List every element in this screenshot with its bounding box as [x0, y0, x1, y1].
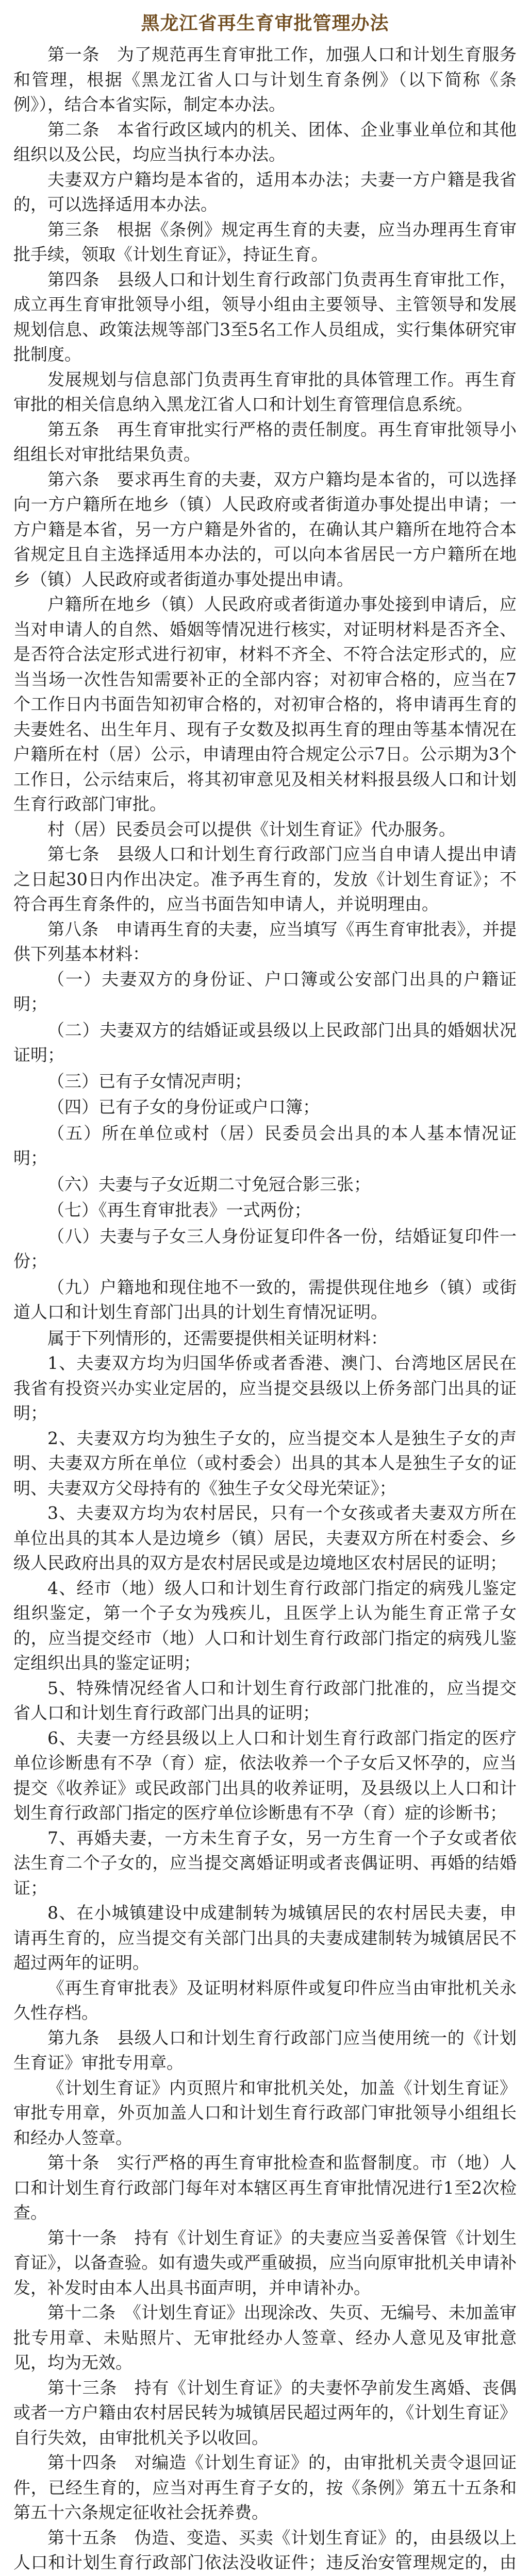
article-9: 第九条 县级人口和计划生育行政部门应当使用统一的《计划生育证》审批专用章。	[13, 2027, 517, 2073]
list-item: （一）夫妻双方的身份证、户口簿或公安部门出具的户籍证明；	[13, 969, 517, 1014]
articles-section	[13, 42, 517, 967]
list-item: （八）夫妻与子女三人身份证复印件各一份，结婚证复印件一份；	[13, 1226, 517, 1271]
list-item: （二）夫妻双方的结婚证或县级以上民政部门出具的婚姻状况证明；	[13, 1020, 517, 1065]
list-item: （六）夫妻与子女近期二寸免冠合影三张；	[47, 1174, 371, 1194]
special-cases-intro: 属于下列情形的，还需要提供相关证明材料：	[47, 1328, 388, 1348]
list-item: （七）《再生育审批表》一式两份；	[47, 1200, 311, 1220]
list-item: 6、夫妻一方经县级以上人口和计划生育行政部门指定的医疗单位诊断患有不孕（育）症，依法收养一个子女后又怀孕的，应当提交《收养证》或民政部门出具的收养证明，及县级以上人口和计划生育行政部门指定的医疗单位诊断患有不孕（育）症的诊断书；	[13, 1727, 517, 1823]
article-4: 第四条 县级人口和计划生育行政部门负责再生育审批工作，成立再生育审批领导小组，领导小组由主要领导、主管领导和发展规划信息、政策法规等部门3至5名工作人员组成，实行集体研究审批制度。	[13, 269, 517, 364]
article-7: 第七条 县级人口和计划生育行政部门应当自申请人提出申请之日起30日内作出决定。准予再生育的，发放《计划生育证》；不符合再生育条件的，应当书面告知申请人，并说明理由。	[13, 844, 517, 914]
article-6-paragraph-2: 户籍所在地乡（镇）人民政府或者街道办事处接到申请后，应当对申请人的自然、婚姻等情况进行核实，对证明材料是否齐全、是否符合法定形式进行初审，材料不齐全、不符合法定形式的，应当当场一次性告知需要补正的全部内容；对初审合格的，应当在7个工作日内书面告知初审合格的，对初审合格的，将申请再生育的夫妻姓名、出生年月、现有子女数及拟再生育的理由等基本情况在户籍所在村（居）公示，申请理由符合规定公示7日。公示期为3个工作日，公示结束后，将其初审意见及相关材料报县级人口和计划生育行政部门审批。	[13, 594, 517, 814]
article-1: 第一条 为了规范再生育审批工作，加强人口和计划生育服务和管理，根据《黑龙江省人口与计划生育条例》（以下简称《条例》），结合本省实际，制定本办法。	[13, 44, 517, 114]
article-12: 第十二条 《计划生育证》出现涂改、失页、无编号、未加盖审批专用章、未贴照片、无审批经办人签章、经办人意见及审批意见，均为无效。	[13, 2302, 517, 2372]
article-13: 第十三条 持有《计划生育证》的夫妻怀孕前发生离婚、丧偶或者一方户籍由农村居民转为城镇居民超过两年的，《计划生育证》自行失效，由审批机关予以收回。	[13, 2377, 517, 2448]
article-2: 第二条 本省行政区域内的机关、团体、企业事业单位和其他组织以及公民，均应当执行本办法。	[13, 119, 517, 164]
archive-note: 《再生育审批表》及证明材料原件或复印件应当由审批机关永久性存档。	[13, 1977, 517, 2023]
list-item: 4、经市（地）级人口和计划生育行政部门指定的病残儿鉴定组织鉴定，第一个子女为残疾儿，且医学上认为能生育正常子女的，应当提交经市（地）人口和计划生育行政部门指定的病残儿鉴定组织出具的鉴定证明；	[13, 1578, 517, 1673]
article-4-paragraph-2: 发展规划与信息部门负责再生育审批的具体管理工作。再生育审批的相关信息纳入黑龙江省人口和计划生育管理信息系统。	[13, 369, 517, 414]
article-9-paragraph-2: 《计划生育证》内页照片和审批机关处，加盖《计划生育证》审批专用章，外页加盖人口和计划生育行政部门审批领导小组组长和经办人签章。	[13, 2077, 517, 2148]
list-item: 2、夫妻双方均为独生子女的，应当提交本人是独生子女的声明、夫妻双方所在单位（或村委会）出具的其本人是独生子女的证明、夫妻双方父母持有的《独生子女父母光荣证》；	[13, 1428, 517, 1498]
list-item: 3、夫妻双方均为农村居民，只有一个女孩或者夫妻双方所在单位出具的其本人是边境乡（镇）居民，夫妻双方所在村委会、乡级人民政府出具的双方是农村居民或是边境地区农村居民的证明；	[13, 1503, 517, 1573]
list-item: 1、夫妻双方均为归国华侨或者香港、澳门、台湾地区居民在我省有投资兴办实业定居的，应当提交县级以上侨务部门出具的证明；	[13, 1353, 517, 1423]
closing-articles	[13, 1976, 517, 2576]
article-8: 第八条 申请再生育的夫妻，应当填写《再生育审批表》，并提供下列基本材料：	[13, 919, 517, 964]
list-item: （九）户籍地和现住地不一致的，需提供现住地乡（镇）或街道人口和计划生育部门出具的计划生育情况证明。	[13, 1277, 517, 1322]
article-15: 第十五条 伪造、变造、买卖《计划生育证》的，由县级以上人口和计划生育行政部门依法没收证件；违反治安管理规定的，由	[13, 2527, 517, 2572]
article-10: 第十条 实行严格的再生育审批检查和监督制度。市（地）人口和计划生育行政部门每年对本辖区再生育审批情况进行1至2次检查。	[13, 2153, 517, 2223]
article-14: 第十四条 对编造《计划生育证》的，由审批机关责令退回证件，已经生育的，应当对再生育子女的，按《条例》第五十五条和第五十六条规定征收社会抚养费。	[13, 2452, 517, 2522]
list-item: 7、再婚夫妻，一方未生育子女，另一方生育一个子女或者依法生育二个子女的，应当提交离婚证明或者丧偶证明、再婚的结婚证；	[13, 1827, 517, 1898]
basic-materials-list	[13, 967, 517, 1325]
document-title: 黑龙江省再生育审批管理办法	[141, 12, 389, 34]
list-item: 8、在小城镇建设中成建制转为城镇居民的农村居民夫妻，申请再生育的，应当提交有关部门出具的夫妻成建制转为城镇居民不超过两年的证明。	[13, 1903, 517, 1973]
list-item: （五）所在单位或村（居）民委员会出具的本人基本情况证明；	[13, 1123, 517, 1168]
article-6-paragraph-3: 村（居）民委员会可以提供《计划生育证》代办服务。	[47, 819, 456, 839]
article-6: 第六条 要求再生育的夫妻，双方户籍均是本省的，可以选择向一方户籍所在地乡（镇）人民政府或者街道办事处提出申请；一方户籍是本省，另一方户籍是外省的，在确认其户籍所在地符合本省规定且自主选择适用本办法的，可以向本省居民一方户籍所在地乡（镇）人民政府或者街道办事处提出申请。	[13, 469, 517, 589]
list-item: （三）已有子女情况声明；	[47, 1071, 252, 1091]
list-item: 5、特殊情况经省人口和计划生育行政部门批准的，应当提交省人口和计划生育行政部门出具的证明；	[13, 1677, 517, 1723]
article-2-paragraph-2: 夫妻双方户籍均是本省的，适用本办法；夫妻一方户籍是我省的，可以选择适用本办法。	[13, 169, 517, 214]
article-3: 第三条 根据《条例》规定再生育的夫妻，应当办理再生育审批手续，领取《计划生育证》，持证生育。	[13, 219, 517, 264]
article-5: 第五条 再生育审批实行严格的责任制度。再生育审批领导小组组长对审批结果负责。	[13, 419, 517, 464]
article-11: 第十一条 持有《计划生育证》的夫妻应当妥善保管《计划生育证》，以备查验。如有遗失或严重破损，应当向原审批机关申请补发，补发时由本人出具书面声明，并申请补办。	[13, 2227, 517, 2298]
list-item: （四）已有子女的身份证或户口簿；	[47, 1097, 320, 1117]
special-materials-list	[13, 1351, 517, 1976]
